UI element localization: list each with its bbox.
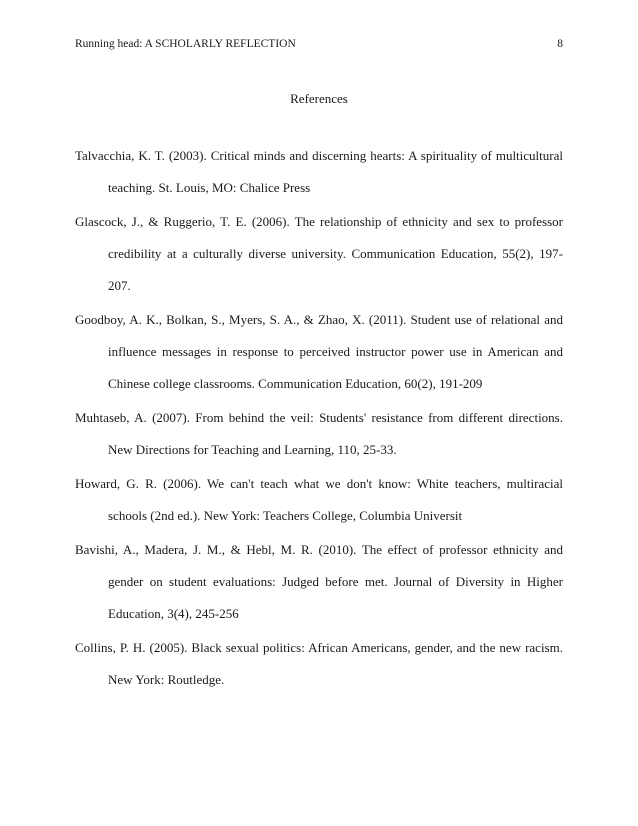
reference-entry: Muhtaseb, A. (2007). From behind the veil: Students' resistance from different directions. New Directions for Teaching and Learning, 110, 25-33. <box>75 410 563 457</box>
reference-entry: Bavishi, A., Madera, J. M., & Hebl, M. R. (2010). The effect of professor ethnicity and gender on student evaluations: Judged before met. Journal of Diversity in Higher Education, 3(4), 245-256 <box>75 542 563 621</box>
page-number: 8 <box>557 38 563 50</box>
reference-entry: Collins, P. H. (2005). Black sexual politics: African Americans, gender, and the new racism. New York: Routledge. <box>75 640 563 687</box>
reference-entry: Goodboy, A. K., Bolkan, S., Myers, S. A., & Zhao, X. (2011). Student use of relational and influence messages in response to perceived instructor power use in American and Chinese college classrooms. Communication Education, 60(2), 191-209 <box>75 312 563 391</box>
reference-entry: Howard, G. R. (2006). We can't teach what we don't know: White teachers, multiracial schools (2nd ed.). New York: Teachers College, Columbia Universit <box>75 476 563 523</box>
reference-entry: Glascock, J., & Ruggerio, T. E. (2006). The relationship of ethnicity and sex to professor credibility at a culturally diverse university. Communication Education, 55(2), 197-207. <box>75 214 563 293</box>
reference-entry: Talvacchia, K. T. (2003). Critical minds and discerning hearts: A spirituality of multicultural teaching. St. Louis, MO: Chalice Press <box>75 148 563 195</box>
references-heading: References <box>290 91 348 106</box>
page-header <box>75 36 563 52</box>
reference-list <box>75 140 563 698</box>
running-head: Running head: A SCHOLARLY REFLECTION <box>75 38 296 50</box>
